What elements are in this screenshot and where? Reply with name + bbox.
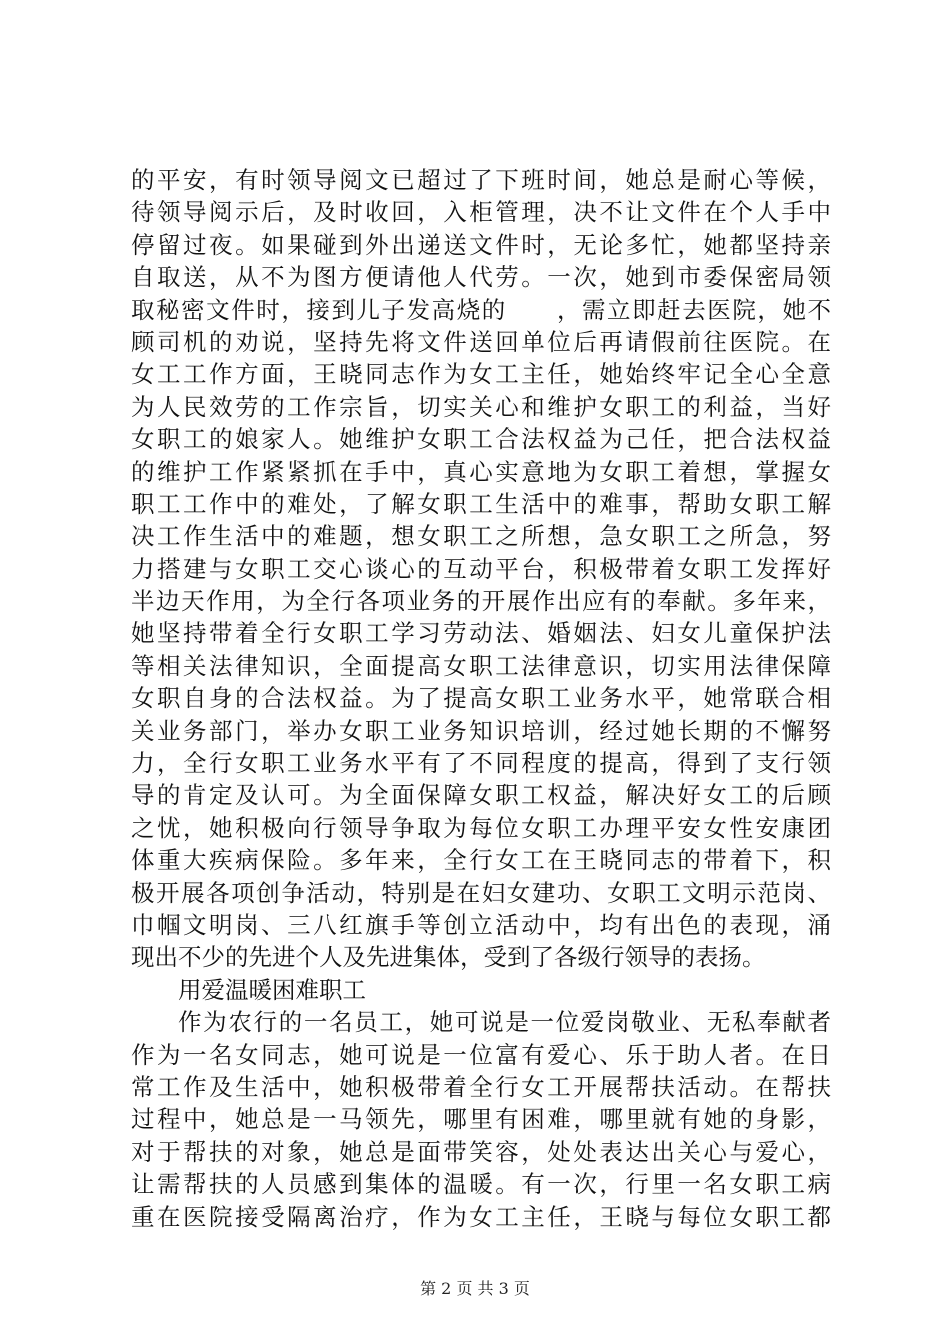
- text-line: 女工工作方面，王晓同志作为女工主任，她始终牢记全心全意: [131, 360, 831, 389]
- text-line: 决工作生活中的难题，想女职工之所想，急女职工之所急，努: [131, 522, 831, 551]
- text-line: 对于帮扶的对象，她总是面带笑容，处处表达出关心与爱心，: [131, 1137, 831, 1166]
- text-line: 让需帮扶的人员感到集体的温暖。有一次，行里一名女职工病: [131, 1170, 831, 1199]
- document-body: [131, 164, 831, 1233]
- paragraph-2: [131, 1006, 831, 1233]
- text-line: 顾司机的劝说，坚持先将文件送回单位后再请假前往医院。在: [131, 327, 831, 356]
- text-line: 等相关法律知识，全面提高女职工法律意识，切实用法律保障: [131, 651, 831, 680]
- text-line: 之忧，她积极向行领导争取为每位女职工办理平安女性安康团: [131, 813, 831, 842]
- text-line: 常工作及生活中，她积极带着全行女工开展帮扶活动。在帮扶: [131, 1072, 831, 1101]
- text-line: 现出不少的先进个人及先进集体，受到了各级行领导的表扬。: [131, 943, 766, 972]
- text-line: 体重大疾病保险。多年来，全行女工在王晓同志的带着下，积: [131, 846, 831, 875]
- text-line: 导的肯定及认可。为全面保障女职工权益，解决好女工的后顾: [131, 781, 831, 810]
- text-line: 她坚持带着全行女职工学习劳动法、婚姻法、妇女儿童保护法: [131, 619, 831, 648]
- text-line: 半边天作用，为全行各项业务的开展作出应有的奉献。多年来，: [131, 587, 831, 616]
- text-line: 力搭建与女职工交心谈心的互动平台，积极带着女职工发挥好: [131, 554, 831, 583]
- text-line: 女职自身的合法权益。为了提高女职工业务水平，她常联合相: [131, 684, 831, 713]
- text-line: 取秘密文件时，接到儿子发高烧的 ，需立即赶去医院，她不: [131, 295, 831, 324]
- paragraph-1: [131, 164, 831, 974]
- text-line: 重在医院接受隔离治疗，作为女工主任，王晓与每位女职工都: [131, 1202, 831, 1231]
- text-line: 力，全行女职工业务水平有了不同程度的提高，得到了支行领: [131, 749, 831, 778]
- text-line: 为人民效劳的工作宗旨，切实关心和维护女职工的利益，当好: [131, 392, 831, 421]
- text-line: 的维护工作紧紧抓在手中，真心实意地为女职工着想，掌握女: [131, 457, 831, 486]
- text-line: 自取送，从不为图方便请他人代劳。一次，她到市委保密局领: [131, 263, 831, 292]
- text-line: 职工工作中的难处，了解女职工生活中的难事，帮助女职工解: [131, 489, 831, 518]
- section-heading: 用爱温暖困难职工: [178, 975, 366, 1004]
- text-line: 过程中，她总是一马领先，哪里有困难，哪里就有她的身影，: [131, 1105, 831, 1134]
- text-line: 极开展各项创争活动，特别是在妇女建功、女职工文明示范岗、: [131, 878, 831, 907]
- text-line: 待领导阅示后，及时收回，入柜管理，决不让文件在个人手中: [131, 198, 831, 227]
- text-line: 作为一名女同志，她可说是一位富有爱心、乐于助人者。在日: [131, 1040, 831, 1069]
- text-line: 停留过夜。如果碰到外出递送文件时，无论多忙，她都坚持亲: [131, 230, 831, 259]
- text-line: 关业务部门，举办女职工业务知识培训，经过她长期的不懈努: [131, 716, 831, 745]
- page-footer: 第 2 页 共 3 页: [420, 1279, 530, 1298]
- text-line: 的平安，有时领导阅文已超过了下班时间，她总是耐心等候，: [131, 166, 831, 194]
- text-line: 女职工的娘家人。她维护女职工合法权益为己任，把合法权益: [131, 425, 831, 454]
- text-line: 巾帼文明岗、三八红旗手等创立活动中，均有出色的表现，涌: [131, 910, 831, 939]
- text-line: 作为农行的一名员工，她可说是一位爱岗敬业、无私奉献者: [178, 1008, 831, 1037]
